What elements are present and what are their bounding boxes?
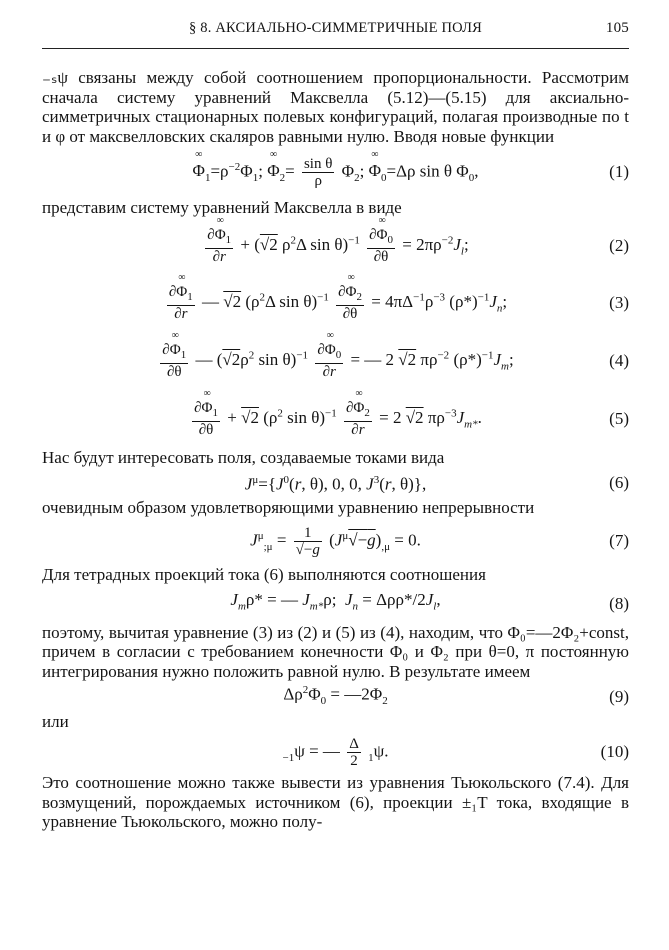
- equation-number-10: (10): [600, 742, 629, 762]
- equation-5: $\frac{\partial\infty \Phi_1}{\partial\theta}$ + √2 ($\rho^2$ sin θ)$^{-1}$ $\frac{\partial\infty \Phi_2}{\partial r}$ = 2 √2 $\pi\rho^{-3}J_{m*}$. (5): [42, 390, 629, 448]
- equation-number-4: (4): [609, 351, 629, 371]
- page-number: 105: [605, 20, 629, 36]
- equation-number-2: (2): [609, 236, 629, 256]
- header-rule: [42, 48, 629, 49]
- equation-8: $J_m\rho*$ = — $J_{m*}\rho$; $J_n = \Delta\rho\rho*/2J_l$, (8): [230, 590, 629, 613]
- equation-2: $\frac{\partial\infty \Phi_1}{\partial r}$ + (√2 $\rho^2\Delta$ sin θ)$^{-1}$ $\frac{\partial\infty \Phi_0}{\partial\theta}$ = $2\pi\rho^{-2}J_l$; (2): [42, 218, 629, 274]
- section-title: § 8. АКСИАЛЬНО-СИММЕТРИЧНЫЕ ПОЛЯ: [188, 20, 483, 36]
- paragraph-6: поэтому, вычитая уравнение (3) из (2) и (5) из (4), находим, что Φ₀=—2Φ₂+const, причем в согласии с требованием конечности Φ₀ и Φ₂ при θ=0, π постоянную интегрирования нужно положить равной нулю. В результате имеем: [42, 622, 629, 681]
- equation-number-3: (3): [609, 293, 629, 313]
- equation-number-7: (7): [609, 531, 629, 551]
- equation-number-9: (9): [609, 686, 629, 706]
- paragraph-8: Это соотношение можно также вывести из уравнения Тьюкольского (7.4). Для возмущений, порождаемых источником (6), проекции ±₁T тока, входящие в уравнение Тьюкольского, можно полу-: [42, 773, 629, 832]
- paragraph-5: Для тетрадных проекций тока (6) выполняются соотношения: [42, 565, 486, 585]
- page-body: [42, 68, 629, 832]
- equation-3: $\frac{\partial\infty \Phi_1}{\partial r}$ — √2 ($\rho^2\Delta$ sin θ)$^{-1}$ $\frac{\partial\infty \Phi_2}{\partial\theta}$ = $4\pi\Delta^{-1}\rho^{-3}$ $(\rho*)^{-1}J_n$; (3): [42, 274, 629, 332]
- equation-4: $\frac{\partial\infty \Phi_1}{\partial\theta}$ — ($√2\rho^2$ sin θ)$^{-1}$ $\frac{\partial\infty \Phi_0}{\partial r}$ = — 2 √2 $\pi\rho^{-2}$ $(\rho*)^{-1}J_m$; (4): [42, 332, 629, 390]
- equation-number-1: (1): [609, 162, 629, 182]
- equation-10: $_{-1}$ψ = — $\frac{\Delta}{2}$ $_1$ψ. (10): [282, 735, 629, 769]
- paragraph-4: очевидным образом удовлетворяющими уравнению непрерывности: [42, 497, 535, 517]
- book-page: [42, 14, 629, 832]
- equation-6: $J^\mu=\{J^0(r$, θ), 0, 0, $J^3(r$, θ)}, (6): [244, 472, 629, 494]
- equation-number-5: (5): [609, 409, 629, 429]
- equation-9: $\Delta\rho^2\Phi_0$ = $—2\Phi_2$ (9): [283, 684, 629, 708]
- equation-1: ∞ $\Phi_1=\rho^{-2}\Phi_1$; ∞ $\Phi_2=$ $\frac{\text{sin θ}}{\rho}$ $\Phi_2$; ∞ $\Phi_0=\Delta\rho$ sin θ $\Phi_0$, (1): [42, 146, 629, 198]
- equation-number-8: (8): [609, 593, 629, 613]
- equation-7: $J^\mu_{;\mu}$ = $\frac{1}{√-g}$ $(J^\mu√-g)_{,\mu} = 0$. (7): [250, 524, 629, 558]
- paragraph-2: представим систему уравнений Максвелла в виде: [42, 198, 402, 218]
- running-header: [42, 14, 629, 38]
- paragraph-3: Нас будут интересовать поля, создаваемые токами вида: [42, 447, 445, 467]
- equation-number-6: (6): [609, 472, 629, 492]
- paragraph-1: ₋ₛψ связаны между собой соотношением пропорциональности. Рассмотрим сначала систему уравнений Максвелла (5.12)—(5.15) для аксиально-симметричных стационарных полевых конфигураций, полагая производные по t и φ от максвелловских скаляров равными нулю. Вводя новые функции: [42, 68, 629, 146]
- paragraph-7: или: [42, 711, 69, 731]
